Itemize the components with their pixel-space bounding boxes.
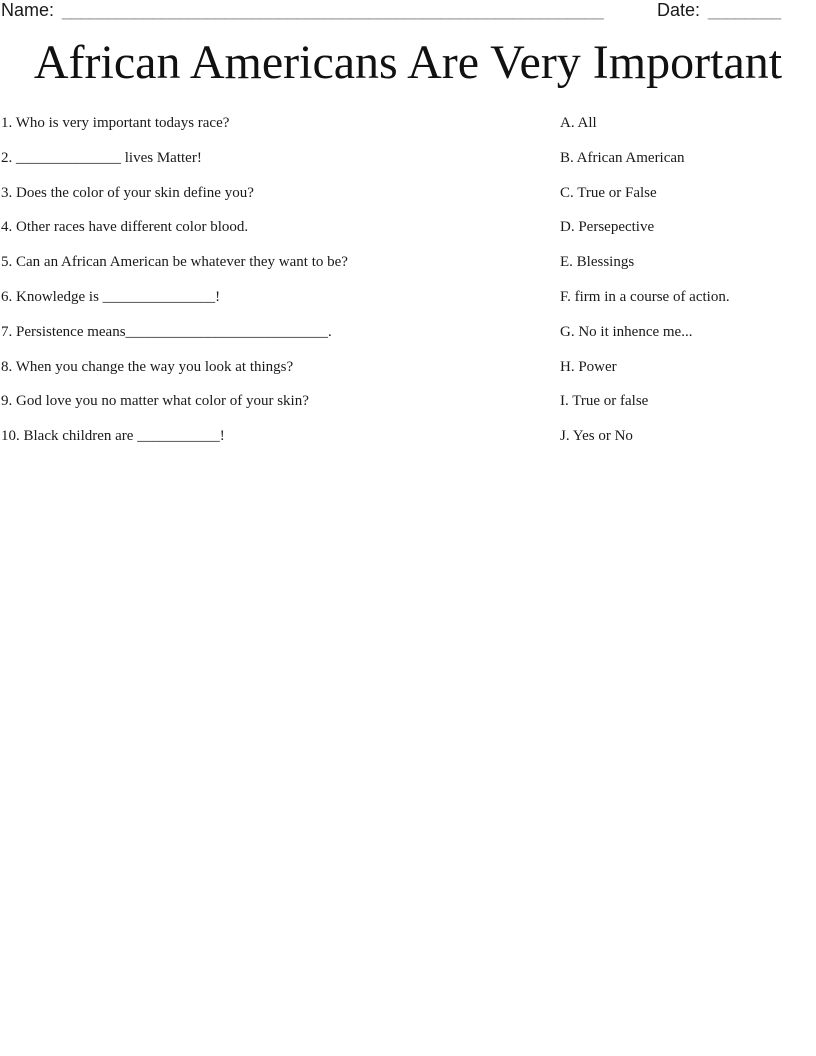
question-item: 2. ______________ lives Matter! <box>1 149 202 166</box>
answer-item: I. True or false <box>560 393 649 410</box>
name-label: Name: <box>1 0 55 20</box>
answer-item: E. Blessings <box>560 254 635 271</box>
question-item: 10. Black children are ___________! <box>1 428 225 445</box>
answer-item: J. Yes or No <box>560 428 633 445</box>
worksheet-header <box>0 0 816 22</box>
questions-list <box>1 114 541 462</box>
question-item: 3. Does the color of your skin define you? <box>1 184 254 201</box>
worksheet-title: African Americans Are Very Important <box>33 36 783 89</box>
answers-list <box>560 114 810 462</box>
question-item: 8. When you change the way you look at things? <box>1 358 294 375</box>
date-label: Date: <box>657 0 701 20</box>
question-item: 1. Who is very important todays race? <box>1 115 230 131</box>
answer-item: B. African American <box>560 149 685 166</box>
answer-item: G. No it inhence me... <box>560 323 693 340</box>
name-blank-line: ____________________________________________________________ <box>62 0 603 20</box>
question-item: 7. Persistence means___________________________. <box>1 323 332 340</box>
answer-item: A. All <box>560 115 597 131</box>
answer-item: C. True or False <box>560 184 657 201</box>
date-blank-line: ________ <box>708 0 781 20</box>
answer-item: F. firm in a course of action. <box>560 288 730 305</box>
question-item: 4. Other races have different color blood. <box>1 219 249 236</box>
question-item: 6. Knowledge is _______________! <box>1 288 221 305</box>
question-item: 5. Can an African American be whatever they want to be? <box>1 254 348 271</box>
question-item: 9. God love you no matter what color of your skin? <box>1 393 309 410</box>
answer-item: D. Persepective <box>560 219 655 236</box>
answer-item: H. Power <box>560 358 617 375</box>
